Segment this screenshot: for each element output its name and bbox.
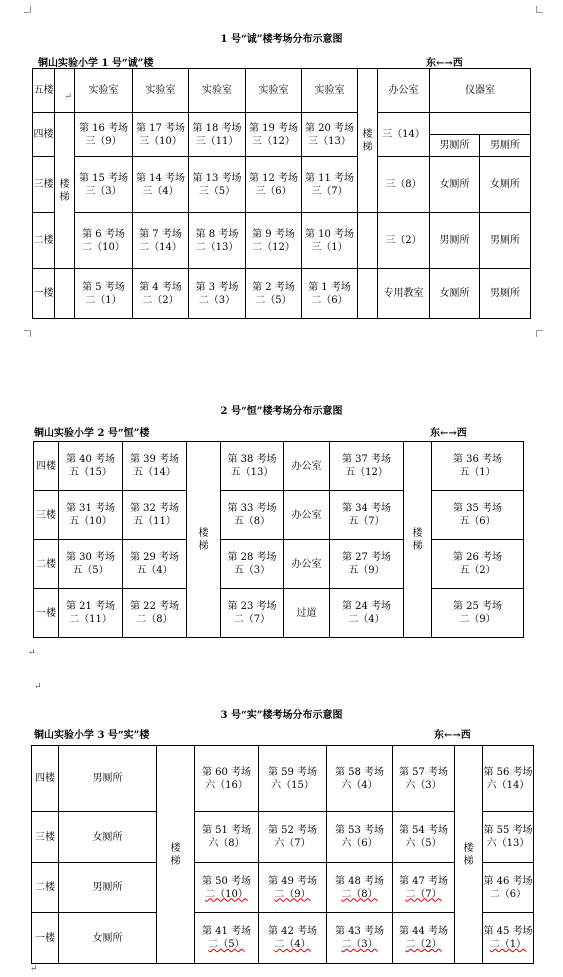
building3-direction: 东←→西 (434, 730, 471, 741)
exam-room: 第 51 考场 六（8） (195, 812, 259, 863)
exam-room: 第 46 考场 二（6） (483, 863, 534, 913)
exam-room: 第 18 考场 三（11） (189, 113, 246, 157)
floor-label: 四楼 (32, 746, 59, 812)
exam-room: 第 35 考场 五（6） (432, 491, 524, 540)
exam-room: 第 52 考场 六（7） (259, 812, 327, 863)
exam-room: 第 23 考场 二（7） (221, 589, 284, 638)
exam-room: 第 31 考场 五（10） (59, 491, 123, 540)
exam-room: 第 20 考场 三（13） (302, 113, 358, 157)
building1-title: 1 号“诚”楼考场分布示意图 (220, 34, 343, 45)
exam-room: 第 27 考场 五（9） (330, 540, 404, 589)
empty-cell (55, 269, 75, 319)
building1-table (32, 68, 531, 319)
floor-label: 二楼 (32, 863, 59, 913)
lab-room: 实验室 (133, 69, 189, 113)
exam-room: 第 57 考场 六（3） (393, 746, 455, 812)
floor-label: 三楼 (32, 812, 59, 863)
floor-label: 三楼 (34, 491, 59, 540)
office-room: 办公室 (284, 491, 330, 540)
exam-room: 第 36 考场 五（1） (432, 442, 524, 491)
empty-cell: ↵ (55, 69, 75, 113)
exam-room: 第 50 考场 二（10） (195, 863, 259, 913)
exam-room: 第 5 考场 二（1） (75, 269, 133, 319)
exam-room: 第 40 考场 五（15） (59, 442, 123, 491)
exam-room: 第 60 考场 六（16） (195, 746, 259, 812)
empty-cell (358, 269, 378, 319)
lab-room: 实验室 (246, 69, 302, 113)
exam-room: 第 32 考场 五（11） (123, 491, 187, 540)
stairwell-left: 楼 梯 (55, 113, 75, 269)
passage: 过道 (284, 589, 330, 638)
building2-title: 2 号“恒”楼考场分布示意图 (220, 406, 343, 417)
floor-label: 五楼 (33, 69, 55, 113)
exam-room: 第 53 考场 六（6） (327, 812, 393, 863)
class-cell: 三（2） (378, 213, 430, 269)
exam-room: 第 15 考场 三（3） (75, 157, 133, 213)
floor-label: 一楼 (34, 589, 59, 638)
male-toilet: 男厕所 (430, 135, 480, 157)
exam-room: 第 25 考场 二（9） (432, 589, 524, 638)
page-corner-mark (24, 6, 31, 13)
exam-room: 第 12 考场 三（6） (246, 157, 302, 213)
exam-room: 第 45 考场 二（1） (483, 913, 534, 964)
male-toilet: 男厕所 (430, 213, 480, 269)
exam-room: 第 34 考场 五（7） (330, 491, 404, 540)
exam-room: 第 28 考场 五（3） (221, 540, 284, 589)
exam-room: 第 19 考场 三（12） (246, 113, 302, 157)
exam-room: 第 55 考场 六（13） (483, 812, 534, 863)
exam-room: 第 7 考场 二（14） (133, 213, 189, 269)
floor-label: 一楼 (32, 913, 59, 964)
stairwell-gap (358, 213, 378, 269)
exam-room: 第 42 考场 二（4） (259, 913, 327, 964)
office-room: 办公室 (284, 540, 330, 589)
page-corner-mark (536, 330, 543, 337)
exam-room: 第 58 考场 六（4） (327, 746, 393, 812)
exam-room: 第 56 考场 六（14） (483, 746, 534, 812)
exam-room: 第 49 考场 二（9） (259, 863, 327, 913)
special-classroom: 专用教室 (378, 269, 430, 319)
page-corner-mark (536, 6, 543, 13)
lab-room: 实验室 (75, 69, 133, 113)
stairwell: 楼 梯 (187, 442, 221, 638)
exam-room: 第 17 考场 三（10） (133, 113, 189, 157)
paragraph-mark: ↵ (34, 682, 42, 692)
lab-room: 实验室 (189, 69, 246, 113)
floor-label: 二楼 (34, 540, 59, 589)
exam-room: 第 22 考场 二（8） (123, 589, 187, 638)
exam-room: 第 44 考场 二（2） (393, 913, 455, 964)
class-cell: 三（8） (378, 157, 430, 213)
building2-table (33, 441, 524, 638)
paragraph-mark: ↵ (30, 964, 38, 974)
exam-room: 第 4 考场 二（2） (133, 269, 189, 319)
exam-room: 第 38 考场 五（13） (221, 442, 284, 491)
toilet: 女厕所 (59, 812, 157, 863)
exam-room: 第 37 考场 五（12） (330, 442, 404, 491)
floor-label: 一楼 (33, 269, 55, 319)
building3-school-label: 铜山实验小学 3 号“实”楼 (34, 730, 150, 741)
exam-room: 第 59 考场 六（15） (259, 746, 327, 812)
floor-label: 四楼 (34, 442, 59, 491)
building3-table (31, 745, 534, 964)
exam-room: 第 3 考场 二（3） (189, 269, 246, 319)
building2-school-label: 铜山实验小学 2 号“恒”楼 (34, 428, 150, 439)
male-toilet: 男厕所 (480, 269, 531, 319)
exam-room: 第 2 考场 二（5） (246, 269, 302, 319)
floor-label: 四楼 (33, 113, 55, 157)
exam-room: 第 33 考场 五（8） (221, 491, 284, 540)
toilet: 男厕所 (59, 746, 157, 812)
toilet: 男厕所 (59, 863, 157, 913)
male-toilet: 男厕所 (480, 213, 531, 269)
building3-title: 3 号“实”楼考场分布示意图 (220, 710, 343, 721)
exam-room: 第 24 考场 二（4） (330, 589, 404, 638)
female-toilet: 女厕所 (430, 269, 480, 319)
exam-room: 第 43 考场 二（3） (327, 913, 393, 964)
exam-room: 第 10 考场 三（1） (302, 213, 358, 269)
female-toilet: 女厕所 (430, 157, 480, 213)
stairwell: 楼 梯 (358, 69, 378, 213)
lab-room: 实验室 (302, 69, 358, 113)
floor-label: 三楼 (33, 157, 55, 213)
office-room: 办公室 (284, 442, 330, 491)
female-toilet: 女厕所 (480, 157, 531, 213)
building1-school-label: 铜山实验小学 1 号“诚”楼 (38, 58, 154, 69)
exam-room: 第 14 考场 三（4） (133, 157, 189, 213)
exam-room: 第 26 考场 五（2） (432, 540, 524, 589)
exam-room: 第 48 考场 二（8） (327, 863, 393, 913)
exam-room: 第 30 考场 五（5） (59, 540, 123, 589)
exam-room: 第 8 考场 二（13） (189, 213, 246, 269)
instrument-room: 仪器室 (430, 69, 531, 113)
empty-cell (430, 113, 531, 135)
exam-room: 第 29 考场 五（4） (123, 540, 187, 589)
exam-room: 第 1 考场 二（6） (302, 269, 358, 319)
exam-room: 第 6 考场 二（10） (75, 213, 133, 269)
male-toilet: 男厕所 (480, 135, 531, 157)
building1-direction: 东←→西 (426, 58, 463, 69)
class-cell: 三（14） (378, 113, 430, 157)
stairwell: 楼 梯 (404, 442, 432, 638)
exam-room: 第 47 考场 二（7） (393, 863, 455, 913)
floor-label: 二楼 (33, 213, 55, 269)
stairwell: 楼 梯 (157, 746, 195, 964)
paragraph-mark: ↵ (28, 648, 36, 658)
toilet: 女厕所 (59, 913, 157, 964)
page-corner-mark (24, 330, 31, 337)
exam-room: 第 54 考场 六（5） (393, 812, 455, 863)
exam-room: 第 9 考场 二（12） (246, 213, 302, 269)
exam-room: 第 13 考场 三（5） (189, 157, 246, 213)
exam-room: 第 11 考场 三（7） (302, 157, 358, 213)
exam-room: 第 21 考场 二（11） (59, 589, 123, 638)
exam-room: 第 41 考场 二（5） (195, 913, 259, 964)
stairwell: 楼 梯 (455, 746, 483, 964)
exam-room: 第 16 考场 三（9） (75, 113, 133, 157)
office-room: 办公室 (378, 69, 430, 113)
exam-room: 第 39 考场 五（14） (123, 442, 187, 491)
building2-direction: 东←→西 (430, 428, 467, 439)
